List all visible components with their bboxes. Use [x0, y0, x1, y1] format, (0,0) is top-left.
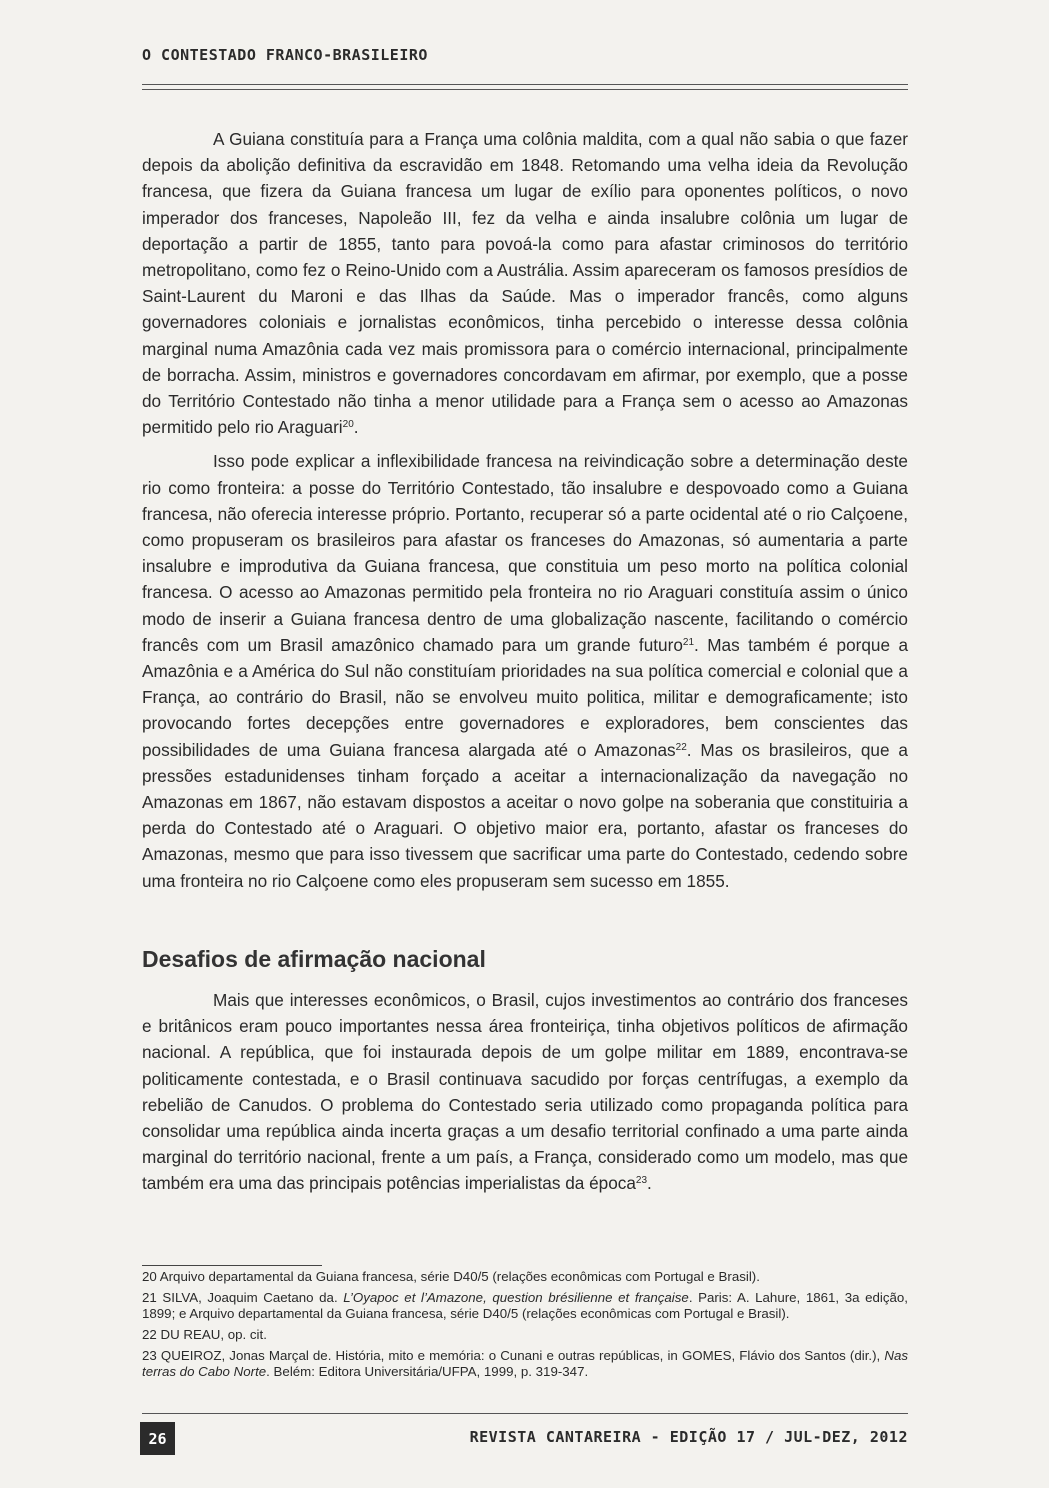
paragraph-2 — [142, 448, 908, 893]
paragraph-3-text: Mais que interesses econômicos, o Brasil, cujos investimentos ao contrário dos franceses e britânicos eram pouco importantes nessa área fronteiriça, tinha objetivos políticos de afirmação nacional. A república, que foi instaurada depois de um golpe militar em 1889, encontrava-se politicamente contestada, e o Brasil continuava sacudido por forças centrífugas, a exemplo da rebelião de Canudos. O problema do Contestado seria utilizado como propaganda política para consolidar uma república ainda incerta graças a um desafio territorial confinado a uma parte ainda marginal do território nacional, frente a um país, a França, considerado como um modelo, mas que também era uma das principais potências imperialistas da época — [142, 989, 908, 1194]
footnote-separator — [142, 1265, 322, 1266]
paragraph-3 — [142, 987, 908, 1197]
footnote-21 — [142, 1290, 908, 1322]
paragraph-2-text-c: . Mas os brasileiros, que a pressões estadunidenses tinham forçado a aceitar a internacionalização da navegação no Amazonas em 1867, não estavam dispostos a aceitar o novo golpe na soberania que constituiria a perda do Contestado até o Araguari. O objetivo maior era, portanto, afastar os franceses do Amazonas, mesmo que para isso tivessem que sacrificar uma parte do Contestado, cedendo sobre uma fronteira no rio Calçoene como eles propuseram sem sucesso em 1855. — [142, 739, 908, 891]
footnote-20: 20 Arquivo departamental da Guiana francesa, série D40/5 (relações econômicas com Portugal e Brasil). — [142, 1269, 760, 1284]
paragraph-1-end: . — [353, 417, 359, 438]
footnote-ref-23[interactable]: 23 — [635, 1175, 648, 1187]
paragraph-1-text: A Guiana constituía para a França uma colônia maldita, com a qual não sabia o que fazer depois da abolição definitiva da escravidão em 1848. Retomando uma velha ideia da Revolução francesa, que fizera da Guiana francesa um lugar de exílio para oponentes políticos, o novo imperador dos franceses, Napoleão III, fez da velha e ainda insalubre colônia um lugar de deportação a partir de 1855, tanto para povoá-la como para afastar criminosos do território metropolitano, como fez o Reino-Unido com a Austrália. Assim apareceram os famosos presídios de Saint-Laurent du Maroni e das Ilhas da Saúde. Mas o imperador francês, como alguns governadores coloniais e jornalistas econômicos, tinha percebido o interesse dessa colônia marginal numa Amazônia cada vez mais promissora para o comércio internacional, principalmente de borracha. Assim, ministros e governadores concordavam em afirmar, por exemplo, que a posse do Território Contestado não tinha a menor utilidade para a França sem o acesso ao Amazonas permitido pelo rio Araguari — [142, 129, 908, 438]
footnote-ref-21[interactable]: 21 — [682, 636, 695, 648]
footnote-23 — [142, 1348, 908, 1380]
paragraph-2-text-a: Isso pode explicar a inflexibilidade francesa na reivindicação sobre a determinação deste rio como fronteira: a posse do Território Contestado, tão insalubre e despovoado como a Guiana francesa, não oferecia interesse próprio. Portanto, recuperar só a parte ocidental até o rio Calçoene, como propuseram os brasileiros para afastar os franceses do Amazonas, só aumentaria a parte insalubre e improdutiva da Guiana francesa, que constituia um peso morto na política colonial francesa. O acesso ao Amazonas permitido pela fronteira no rio Araguari constituía assim o único modo de inserir a Guiana francesa dentro de uma globalização nascente, facilitando o comércio francês com um Brasil amazônico chamado para um grande futuro — [142, 451, 908, 655]
paragraph-2-text-b: . Mas também é porque a Amazônia e a América do Sul não constituíam prioridades na sua política comercial e colonial que a França, ao contrário do Brasil, não se envolveu muito politica, militar e demograficamente; isto provocando fortes decepções entre governadores e exploradores, bem conscientes das possibilidades de uma Guiana francesa alargada até o Amazonas — [142, 634, 909, 760]
section-heading: Desafios de afirmação nacional — [142, 945, 486, 972]
paragraph-3-end: . — [647, 1173, 652, 1194]
header-rule-top — [142, 84, 908, 85]
footnote-21-post: . Paris: A. Lahure, 1861, 3a edição, 1899; e Arquivo departamental da Guiana francesa, série D40/5 (relações econômicas com Portugal e Brasil). — [142, 1290, 908, 1321]
paragraph-1 — [142, 126, 908, 440]
footer-rule — [142, 1413, 908, 1414]
journal-info: REVISTA CANTAREIRA - EDIÇÃO 17 / JUL-DEZ, 2012 — [469, 1428, 908, 1446]
running-title: O CONTESTADO FRANCO-BRASILEIRO — [142, 46, 428, 64]
footnote-ref-22[interactable]: 22 — [675, 741, 687, 753]
footnote-23-pre: 23 QUEIROZ, Jonas Marçal de. História, mito e memória: o Cunani e outras repúblicas, in GOMES, Flávio dos Santos (dir.), — [142, 1348, 885, 1363]
header-rule-bottom — [142, 89, 908, 90]
footnote-22: 22 DU REAU, op. cit. — [142, 1327, 267, 1342]
footnotes — [142, 1269, 908, 1385]
footnote-23-post: . Belém: Editora Universitária/UFPA, 1999, p. 319-347. — [266, 1364, 589, 1379]
article-body — [142, 126, 908, 1205]
footnote-21-pre: 21 SILVA, Joaquim Caetano da. — [142, 1290, 344, 1305]
page-number: 26 — [140, 1422, 175, 1455]
footnote-ref-20[interactable]: 20 — [342, 419, 354, 431]
footnote-21-title: L’Oyapoc et l’Amazone, question brésilienne et française — [343, 1290, 689, 1305]
footnote-23-title: Nas terras do Cabo Norte — [142, 1348, 908, 1379]
